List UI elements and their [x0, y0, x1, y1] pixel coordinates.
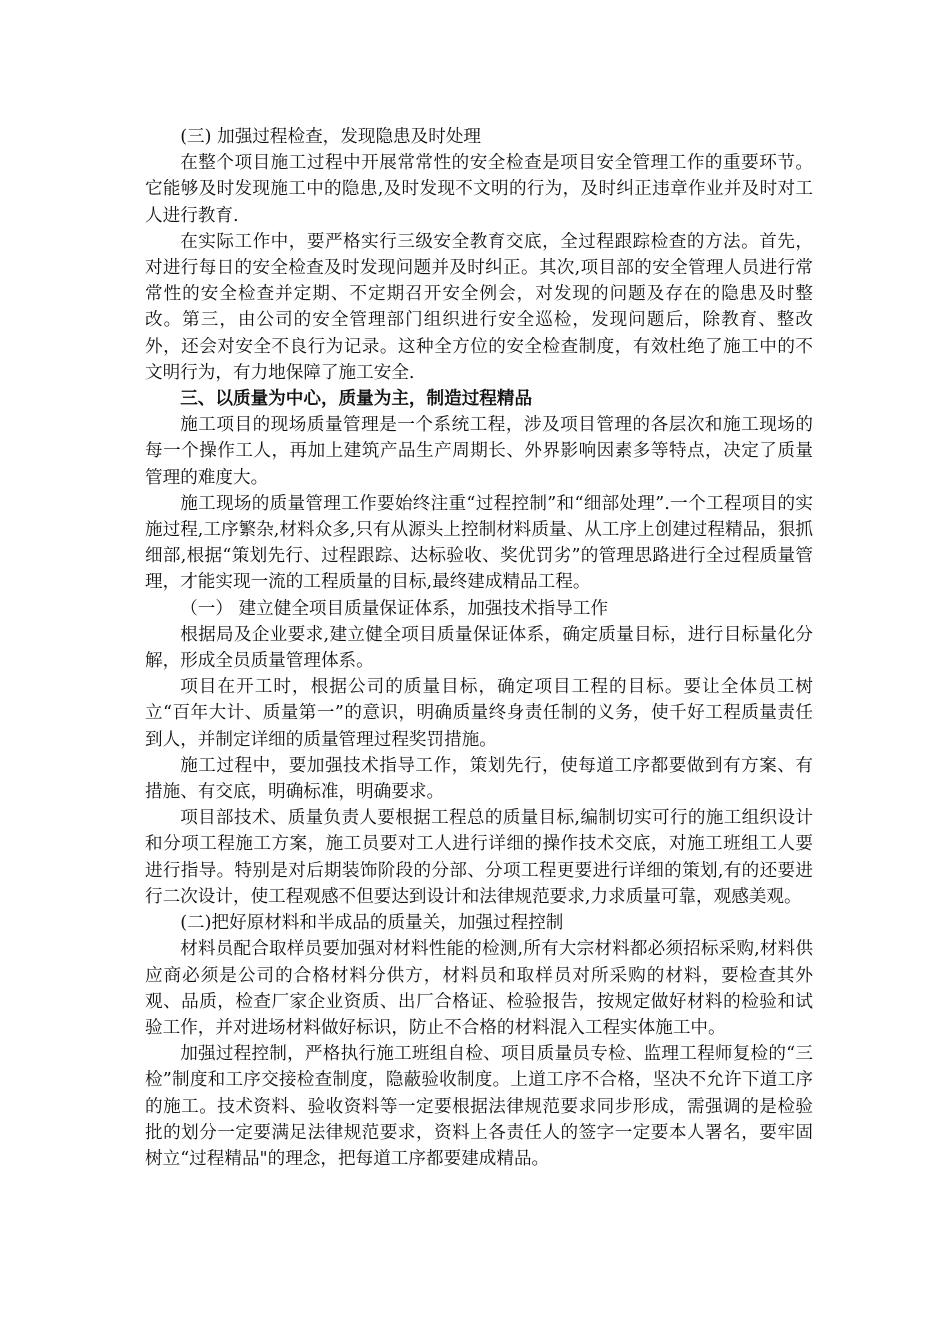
- paragraph-construction-plan: 项目部技术、质量负责人要根据工程总的质量目标,编制切实可行的施工组织设计和分项工程施工方案，施工员要对工人进行详细的操作技术交底，对施工班组工人要进行指导。特别是对后期装饰阶段的分部、分项工程更要进行详细的策划,有的还要进行二次设计，使工程观感不但要达到设计和法律规范要求,力求质量可靠，观感美观。: [145, 808, 813, 907]
- paragraph-material-inspection: 材料员配合取样员要加强对材料性能的检测,所有大宗材料都必须招标采购,材料供应商必须是公司的合格材料分供方，材料员和取样员对所采购的材料，要检查其外观、品质，检查厂家企业资质、出厂合格证、检验报告，按规定做好材料的检验和试验工作，并对进场材料做好标识，防止不合格的材料混入工程实体施工中。: [145, 939, 813, 1038]
- paragraph-project-goal: 项目在开工时，根据公司的质量目标，确定项目工程的目标。要让全体员工树立“百年大计、质量第一”的意识，明确质量终身责任制的义务，使千好工程质量责任到人，并制定详细的质量管理过程奖罚措施。: [145, 677, 813, 750]
- paragraph-quality-system: 根据局及企业要求,建立健全项目质量保证体系，确定质量目标，进行目标量化分解，形成全员质量管理体系。: [145, 624, 813, 672]
- section-subheading-3: (三) 加强过程检查，发现隐患及时处理: [180, 127, 482, 147]
- section-subheading-1: （一） 建立健全项目质量保证体系，加强技术指导工作: [180, 598, 609, 619]
- paragraph-inspection-method: 在实际工作中，要严格实行三级安全教育交底，全过程跟踪检查的方法。首先，对进行每日的安全检查及时发现问题并及时纠正。其次,项目部的安全管理人员进行常常性的安全检查并定期、不定期召开安全例会，对发现的问题及存在的隐患及时整改。第三，由公司的安全管理部门组织进行安全巡检，发现问题后，除教育、整改外，还会对安全不良行为记录。这种全方位的安全检查制度，有效杜绝了施工中的不文明行为，有力地保障了施工安全.: [145, 231, 813, 383]
- paragraph-technical-guidance: 施工过程中，要加强技术指导工作，策划先行，使每道工序都要做到有方案、有措施、有交底，明确标准，明确要求。: [145, 755, 813, 803]
- section-heading-quality: 三、以质量为中心，质量为主，制造过程精品: [180, 388, 533, 410]
- paragraph-safety-inspection: 在整个项目施工过程中开展常常性的安全检查是项目安全管理工作的重要环节。它能够及时发现施工中的隐患,及时发现不文明的行为，及时纠正违章作业并及时对工人进行教育.: [145, 153, 813, 226]
- section-subheading-2: (二)把好原材料和半成品的质量关，加强过程控制: [180, 913, 564, 934]
- paragraph-process-control: 施工现场的质量管理工作要始终注重“过程控制”和“细部处理”.一个工程项目的实施过程,工序繁杂,材料众多,只有从源头上控制材料质量、从工序上创建过程精品，狠抓细部,根据“策划先行、过程跟踪、达标验收、奖优罚劣”的管理思路进行全过程质量管理，才能实现一流的工程质量的目标,最终建成精品工程。: [145, 493, 813, 593]
- paragraph-three-checks: 加强过程控制，严格执行施工班组自检、项目质量员专检、监理工程师复检的“三检”制度和工序交接检查制度，隐蔽验收制度。上道工序不合格，坚决不允许下道工序的施工。技术资料、验收资料等一定要根据法律规范要求同步形成，需强调的是检验批的划分一定要满足法律规范要求，资料上各责任人的签字一定要本人署名，要牢固树立“过程精品"的理念，把每道工序都要建成精品。: [145, 1044, 813, 1169]
- document-body: [145, 124, 813, 1172]
- paragraph-quality-management: 施工项目的现场质量管理是一个系统工程，涉及项目管理的各层次和施工现场的每一个操作工人，再加上建筑产品生产周期长、外界影响因素多等特点，决定了质量管理的难度大。: [145, 415, 813, 488]
